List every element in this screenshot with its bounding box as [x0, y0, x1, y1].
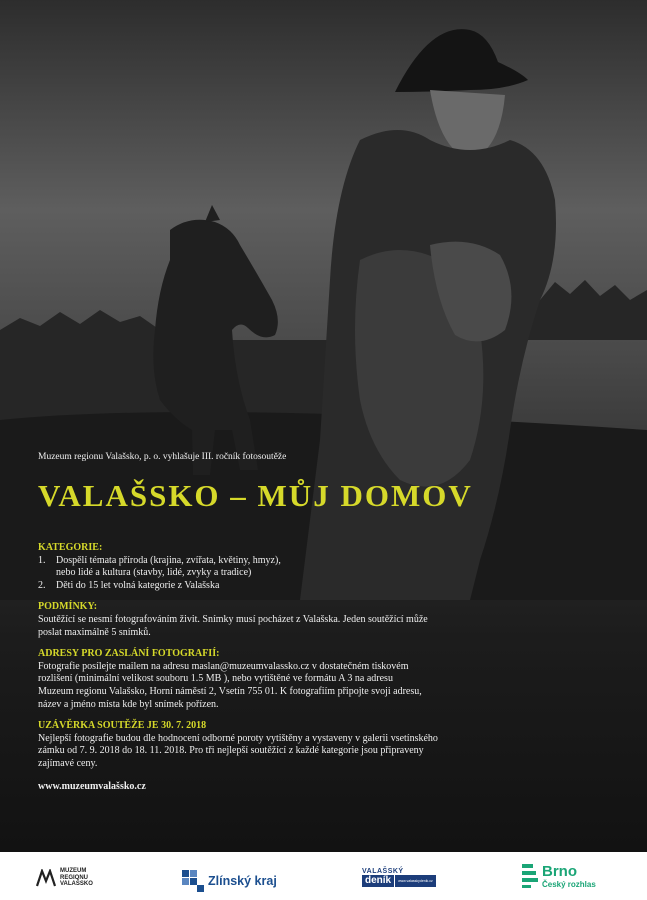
- uzaverka-heading: UZÁVĚRKA SOUTĚŽE JE 30. 7. 2018: [38, 720, 207, 732]
- footer-logos: [0, 852, 647, 900]
- uzaverka-line: zajímavé ceny.: [38, 757, 98, 769]
- zlinsky-kraj-logo: [182, 870, 277, 892]
- adresy-line: Muzeum regionu Valašsko, Horní náměstí 2, Vsetín 755 01. K fotografiím připojte svoji adresu,: [38, 685, 422, 697]
- adresy-line: rozlišení (minimální velikost souboru 1.5 MB ), nebo vytištěné ve formátu A 3 na adresu: [38, 673, 393, 685]
- adresy-line: Fotografie posílejte mailem na adresu maslan@muzeumvalassko.cz v dostatečném tiskovém: [38, 660, 409, 672]
- adresy-heading: ADRESY PRO ZASLÁNÍ FOTOGRAFIÍ:: [38, 648, 220, 660]
- rozhlas-text: Český rozhlas: [542, 880, 596, 889]
- section-kategorie: [38, 542, 598, 592]
- zlinsky-kraj-text: Zlínský kraj: [208, 874, 277, 888]
- brno-text: Brno: [542, 863, 577, 880]
- denik-url: www.valasskydenik.cz: [395, 875, 436, 887]
- muzeum-m-icon: [36, 869, 56, 887]
- podminky-line: Soutěžící se nesmí fotografováním živit. Snímky musí pocházet z Valašska. Jeden soutěžící může: [38, 613, 428, 625]
- website-link[interactable]: www.muzeumvalašsko.cz: [38, 780, 146, 792]
- muzeum-logo-line: REGIONU: [60, 874, 89, 881]
- list-item-line: Děti do 15 let volná kategorie z Valašska: [56, 579, 220, 591]
- intro-text: Muzeum regionu Valašsko, p. o. vyhlašuje III. ročník fotosoutěže: [38, 452, 287, 462]
- headline: VALAŠSKO – MŮJ DOMOV: [38, 478, 473, 513]
- section-adresy: [38, 648, 598, 711]
- rozhlas-bars-icon: [522, 864, 538, 888]
- uzaverka-line: Nejlepší fotografie budou dle hodnocení odborné poroty vytištěny a vystaveny v galerii vsetínského: [38, 732, 438, 744]
- denik-text: deník: [362, 875, 394, 887]
- list-item: [38, 580, 598, 593]
- muzeum-logo: [36, 868, 93, 888]
- list-item-line: nebo lidé a kultura (stavby, lidé, zvyky a tradice): [56, 567, 252, 579]
- list-item-line: Dospělí témata příroda (krajina, zvířata, květiny, hmyz),: [56, 554, 281, 566]
- content: [38, 542, 598, 793]
- list-item-number: 1.: [38, 554, 46, 566]
- cesky-rozhlas-brno-logo: [522, 864, 596, 890]
- section-uzaverka: [38, 720, 598, 770]
- zlinsky-kraj-squares-icon: [182, 870, 204, 892]
- uzaverka-line: zámku od 7. 9. 2018 do 18. 11. 2018. Pro tři nejlepší soutěžící z každé kategorie jsou připraveny: [38, 745, 424, 757]
- valassky-denik-logo: [362, 868, 436, 887]
- kategorie-heading: KATEGORIE:: [38, 542, 103, 553]
- section-podminky: [38, 601, 598, 639]
- muzeum-logo-line: MUZEUM: [60, 868, 87, 874]
- list-item-number: 2.: [38, 579, 46, 591]
- muzeum-logo-line: VALAŠSKO: [60, 881, 93, 887]
- denik-top-text: VALAŠSKÝ: [362, 868, 404, 875]
- list-item: [38, 555, 598, 580]
- podminky-heading: PODMÍNKY:: [38, 601, 98, 613]
- podminky-line: poslat maximálně 5 snímků.: [38, 626, 151, 638]
- adresy-line: název a jméno místa kde byl snímek pořízen.: [38, 698, 219, 710]
